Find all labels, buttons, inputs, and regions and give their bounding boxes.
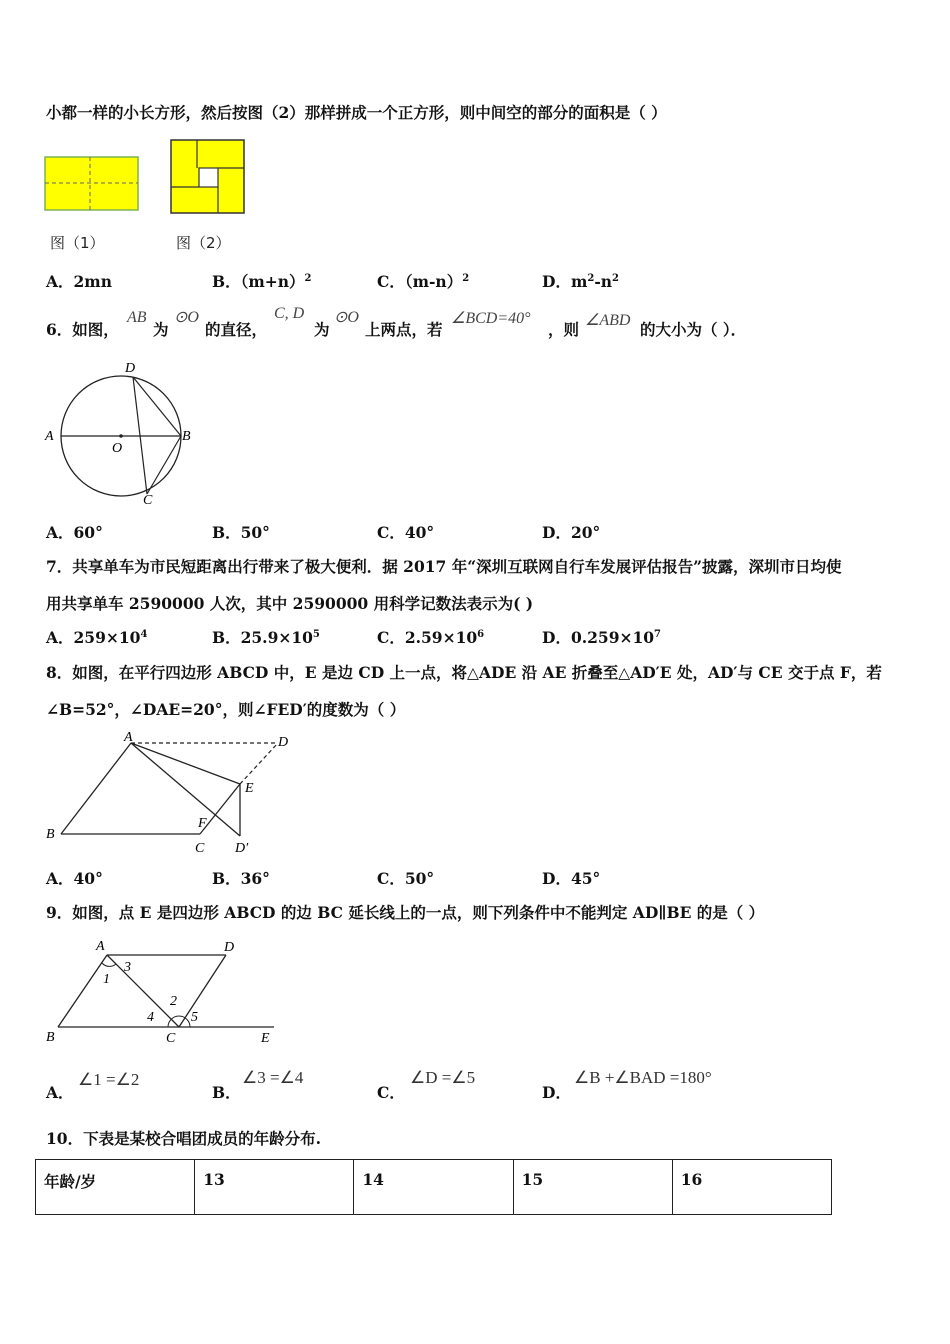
table-row — [36, 1160, 832, 1215]
q9-stem: 9．如图，点 E 是四边形 ABCD 的边 BC 延长线上的一点，则下列条件中不能判定 AD∥BE 的是（ ） — [46, 903, 765, 922]
q9-option-b-math[interactable]: ∠3 =∠4 — [242, 1068, 304, 1087]
label-b: B — [46, 827, 55, 842]
q6-part-2: 为 — [153, 320, 169, 339]
q8-parallelogram-figure — [40, 728, 298, 856]
q9-option-a-letter[interactable]: A． — [46, 1083, 74, 1102]
q9-quadrilateral-figure — [40, 934, 280, 1050]
q9-option-b-letter[interactable]: B． — [212, 1083, 241, 1102]
q6-option-b[interactable]: B．50° — [212, 523, 270, 542]
q8-option-d[interactable]: D．45° — [542, 869, 601, 888]
q8-option-c[interactable]: C．50° — [377, 869, 435, 888]
q6-option-c[interactable]: C．40° — [377, 523, 435, 542]
q6-part-7: 的大小为（ ）． — [640, 320, 747, 339]
label-e: E — [245, 781, 254, 796]
q6-math-angle-bcd: ∠BCD=40° — [451, 310, 531, 327]
q9-option-d-letter[interactable]: D． — [542, 1083, 571, 1102]
table-cell-age: 16 — [672, 1160, 831, 1215]
q5-figure-1 — [44, 156, 140, 212]
label-c: C — [143, 493, 153, 508]
side-cd-dashed — [240, 743, 278, 784]
q6-part-1: 6．如图， — [46, 320, 119, 339]
age-distribution-table — [35, 1159, 832, 1215]
q6-math-cd: C, D — [274, 305, 305, 322]
q8-option-a[interactable]: A．40° — [46, 869, 103, 888]
angle-2: 2 — [170, 994, 177, 1009]
table-cell-age: 15 — [513, 1160, 672, 1215]
label-c: C — [166, 1031, 176, 1046]
q7-option-c[interactable]: C．$2.59\times 10^6$ — [377, 628, 485, 647]
label-d: D — [278, 735, 289, 750]
q9-option-d-math[interactable]: ∠B +∠BAD =180° — [574, 1068, 712, 1087]
segment-ae — [131, 743, 240, 784]
label-c: C — [195, 841, 205, 856]
angle-3: 3 — [124, 960, 131, 975]
q6-option-a[interactable]: A．60° — [46, 523, 103, 542]
table-cell-age: 13 — [195, 1160, 354, 1215]
side-ab — [58, 955, 107, 1027]
center-square — [199, 168, 218, 187]
angle-5: 5 — [191, 1010, 198, 1025]
q6-math-ab: AB — [127, 309, 147, 326]
center-dot — [119, 434, 123, 438]
table-cell-age: 14 — [354, 1160, 513, 1215]
label-b: B — [46, 1030, 55, 1045]
q5-option-d[interactable]: D．$m^2-n^2$ — [542, 272, 619, 291]
q5-figure-2 — [170, 139, 246, 215]
q8-stem-line-1: 8．如图，在平行四边形 ABCD 中，E 是边 CD 上一点，将△ADE 沿 AE 折叠至△AD′E 处，AD′与 CE 交于点 F，若 — [46, 663, 882, 682]
label-d: D — [224, 940, 235, 955]
label-a: A — [124, 730, 133, 745]
q8-option-b[interactable]: B．36° — [212, 869, 270, 888]
side-ab — [61, 743, 131, 834]
label-o: O — [112, 441, 123, 456]
side-dc — [179, 955, 226, 1027]
label-e: E — [261, 1031, 270, 1046]
q9-option-c-math[interactable]: ∠D =∠5 — [410, 1068, 476, 1087]
fig2-caption: 图（2） — [176, 234, 231, 252]
q6-math-circle-o-2: ⊙O — [334, 309, 359, 326]
q6-part-3: 的直径， — [205, 320, 268, 339]
q5-option-b[interactable]: B．$(m+n)^2$ — [212, 272, 312, 291]
angle-arc-a — [102, 963, 116, 966]
label-f: F — [198, 816, 207, 831]
q6-math-angle-abd: ∠ABD — [585, 312, 631, 329]
angle-arc-c — [168, 1016, 190, 1027]
q7-option-d[interactable]: D．$0.259\times 10^7$ — [542, 628, 662, 647]
angle-4: 4 — [147, 1010, 154, 1025]
q6-part-5: 上两点，若 — [365, 320, 443, 339]
q9-option-c-letter[interactable]: C． — [377, 1083, 405, 1102]
q5-option-a[interactable]: A．2mn — [46, 272, 112, 291]
angle-1: 1 — [103, 972, 110, 987]
q8-stem-line-2: ∠B=52°，∠DAE=20°，则∠FED′的度数为（ ） — [46, 700, 406, 719]
table-header-cell: 年龄/岁 — [36, 1160, 195, 1215]
q6-math-circle-o: ⊙O — [174, 309, 199, 326]
diagonal-ac — [107, 955, 179, 1027]
label-a: A — [96, 939, 105, 954]
q6-circle-figure — [40, 356, 200, 508]
label-d-prime: D′ — [235, 841, 249, 856]
fig1-caption: 图（1） — [50, 234, 105, 252]
q9-option-a-math[interactable]: ∠1 =∠2 — [78, 1070, 140, 1089]
q7-stem-line-2: 用共享单车 2590000 人次，其中 2590000 用科学记数法表示为( ) — [46, 594, 534, 613]
q5-option-c[interactable]: C．$(m-n)^2$ — [377, 272, 470, 291]
label-d: D — [125, 361, 136, 376]
q5-stem: 小都一样的小长方形，然后按图（2）那样拼成一个正方形，则中间空的部分的面积是（ ） — [46, 103, 667, 122]
q6-option-d[interactable]: D．20° — [542, 523, 601, 542]
chord-cb — [147, 436, 181, 494]
segment-ad-prime — [131, 743, 240, 836]
label-a: A — [45, 429, 54, 444]
q6-part-6: ，则 — [548, 320, 580, 339]
q7-stem-line-1: 7．共享单车为市民短距离出行带来了极大便利．据 2017 年“深圳互联网自行车发展评估报告”披露，深圳市日均使 — [46, 557, 842, 576]
label-b: B — [182, 429, 191, 444]
q10-stem: 10．下表是某校合唱团成员的年龄分布. — [46, 1129, 321, 1148]
q7-option-a[interactable]: A．$259\times 10^4$ — [46, 628, 148, 647]
q7-option-b[interactable]: B．$25.9\times 10^5$ — [212, 628, 320, 647]
q6-part-4: 为 — [314, 320, 330, 339]
